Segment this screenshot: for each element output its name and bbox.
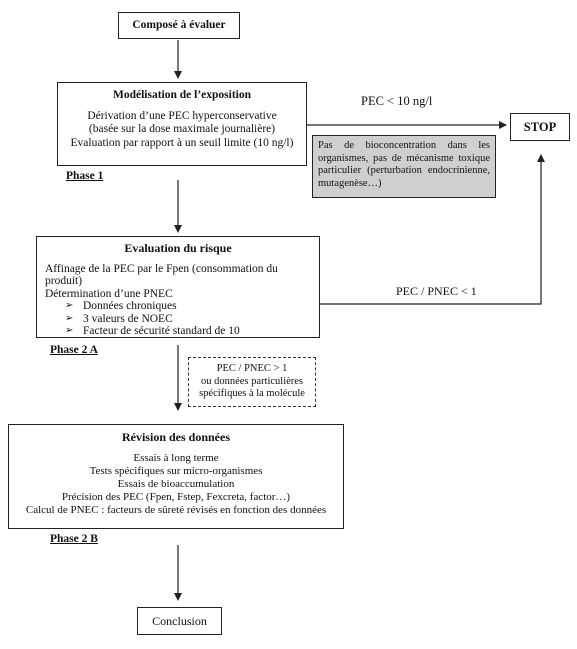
conclusion-label: Conclusion [152,614,207,628]
phase2b-line: Essais à long terme [133,452,219,464]
start-label: Composé à évaluer [132,19,226,31]
condition3-line: PEC / PNEC > 1 [216,363,288,374]
phase1-line: Dérivation d’une PEC hyperconservative [87,109,277,122]
stop-box [510,113,570,141]
phase2b-line: Précision des PEC (Fpen, Fstep, Fexcreta, factor…) [61,491,291,503]
start-box [118,12,240,39]
phase1-line: (basée sur la dose maximale journalière) [88,123,276,135]
condition3-line: spécifiques à la molécule [199,388,305,399]
note-box [312,135,496,198]
note-text: Pas de bioconcentration dans les organismes, pas de mécanisme toxique particulier (perturbation endocrinienne, mutagenèse…) [318,140,490,189]
phase2b-line: Calcul de PNEC : facteurs de sûreté révisés en fonction des données [25,504,327,516]
phase1-label: Phase 1 [66,170,104,182]
phase2a-bullet: ➢ Données chroniques [57,300,311,313]
phase2b-label: Phase 2 B [50,533,98,545]
phase1-box [57,82,307,166]
phase2a-box [36,236,320,338]
condition-pec-threshold: PEC < 10 ng/l [361,94,433,108]
phase2a-bullet: ➢ 3 valeurs de NOEC [57,313,311,326]
phase2b-box [8,424,344,529]
condition3-line: ou données particulières [200,375,304,387]
phase2a-title: Evaluation du risque [124,241,232,255]
phase2b-line: Tests spécifiques sur micro-organismes [89,465,263,477]
condition-ratio-above-one [188,357,316,407]
phase2a-line: Détermination d’une PNEC [45,287,173,300]
phase2b-line: Essais de bioaccumulation [117,478,235,490]
conclusion-box [137,607,222,635]
phase2b-title: Révision des données [121,430,231,444]
phase1-line: Evaluation par rapport à un seuil limite (10 ng/l) [70,136,294,149]
phase2a-line: Affinage de la PEC par le Fpen (consommation du produit) [45,262,278,287]
phase2a-bullets [57,300,311,338]
stop-label: STOP [523,120,557,134]
condition-ratio-below-one: PEC / PNEC < 1 [396,284,477,298]
phase1-title: Modélisation de l’exposition [112,89,251,101]
phase2a-bullet: ➢ Facteur de sécurité standard de 10 [57,325,311,338]
phase2a-label: Phase 2 A [50,344,98,356]
